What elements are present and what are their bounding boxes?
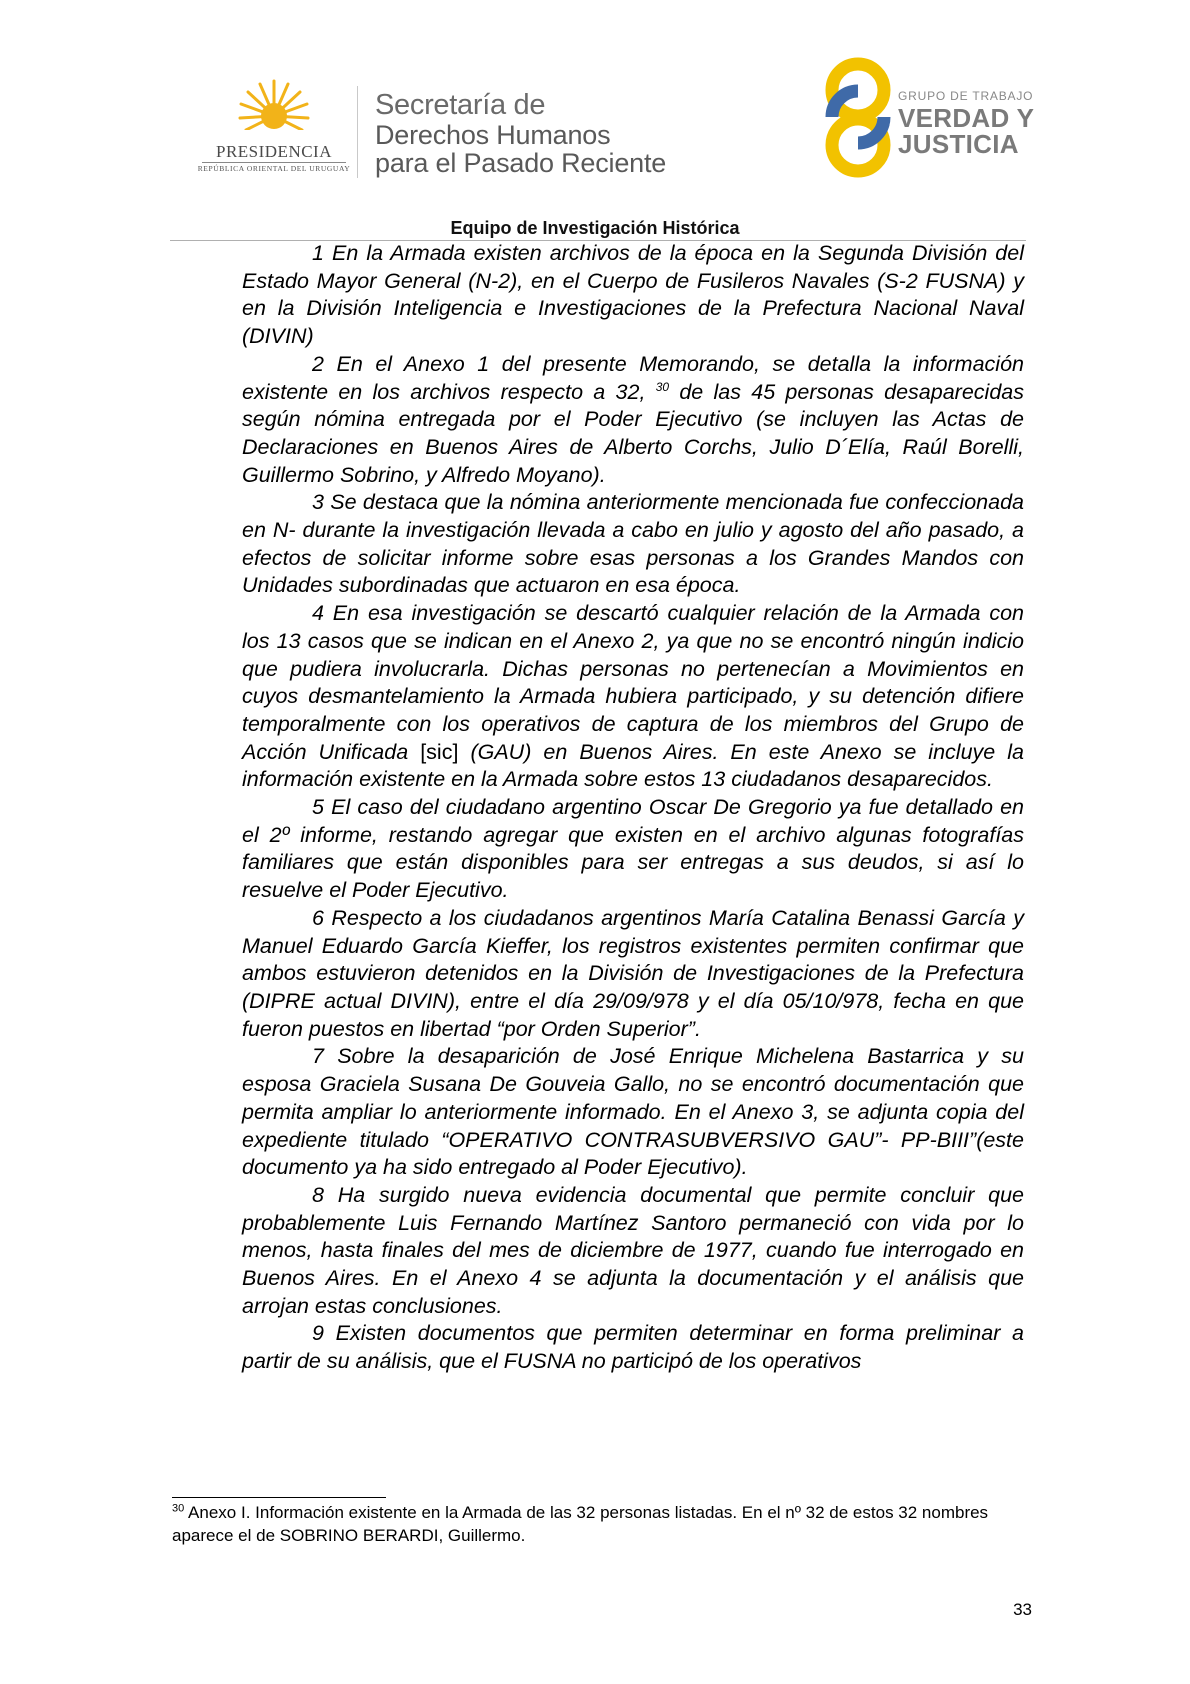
paragraph-2-text-b: de las 45 personas desaparecidas según nómina entregada por el Poder Ejecutivo (se incluyen las Actas de Declaraciones en Buenos Aires de Alberto Corchs, Julio D´Elía, Raúl Borelli, Guillermo Sobrino, y Alfredo Moyano).	[242, 379, 1024, 487]
sun-icon	[238, 78, 310, 138]
presidencia-logo	[196, 78, 352, 178]
footnote-ref[interactable]: 30	[655, 379, 670, 394]
page-number: 33	[1013, 1600, 1032, 1619]
verdad-label: VERDAD Y	[898, 103, 1035, 133]
paragraph-1: 1 En la Armada existen archivos de la época en la Segunda División del Estado Mayor General (N-2), en el Cuerpo de Fusileros Navales (S-2 FUSNA) y en la División Inteligencia e Investigaciones de la Prefectura Nacional Naval (DIVIN)	[242, 241, 1024, 349]
paragraph-4	[242, 600, 1024, 794]
paragraph-6: 6 Respecto a los ciudadanos argentinos María Catalina Benassi García y Manuel Eduardo García Kieffer, los registros existentes permiten confirmar que ambos estuvieron detenidos en la División de Investigaciones de la Prefectura (DIPRE actual DIVIN), entre el día 29/09/978 y el día 05/10/978, fecha en que fueron puestos en libertad “por Orden Superior”.	[242, 905, 1024, 1041]
header-divider	[357, 86, 358, 178]
presidencia-title: PRESIDENCIA	[215, 142, 332, 161]
rings-icon	[818, 55, 898, 185]
secretaria-line-3: para el Pasado Reciente	[375, 148, 667, 178]
team-title: Equipo de Investigación Histórica	[450, 218, 740, 238]
footnote-number: 30	[172, 1502, 185, 1515]
footnote-rule	[172, 1497, 386, 1498]
grupo-trabajo-label: GRUPO DE TRABAJO	[898, 89, 1034, 103]
sic-marker: [sic]	[420, 739, 459, 764]
paragraph-4-text-a: 4 En esa investigación se descartó cualquier relación de la Armada con los 13 casos que se indican en el Anexo 2, ya que no se encontró ningún indicio que pudiera involucrarla. Dichas personas no pertenecían a Movimientos en cuyos desmantelamiento la Armada hubiera participado, y su detención difiere temporalmente con los operativos de captura de los miembros del Grupo de Acción Unificada	[242, 601, 1024, 764]
paragraph-3: 3 Se destaca que la nómina anteriormente mencionada fue confeccionada en N- durante la investigación llevada a cabo en julio y agosto del año pasado, a efectos de solicitar informe sobre esas personas a los Grandes Mandos con Unidades subordinadas que actuaron en esa época.	[242, 490, 1024, 598]
paragraph-2	[242, 351, 1024, 490]
paragraph-2-text-a: 2 En el Anexo 1 del presente Memorando, se detalla la información existente en los archivos respecto a 32,	[242, 351, 1024, 404]
secretaria-logo-text	[375, 90, 666, 177]
paragraph-4-text-b: (GAU) en Buenos Aires. En este Anexo se incluye la información existente en la Armada sobre estos 13 ciudadanos desaparecidos.	[242, 739, 1024, 792]
paragraph-7: 7 Sobre la desaparición de José Enrique Michelena Bastarrica y su esposa Graciela Susana De Gouveia Gallo, no se encontró documentación que permita ampliar lo anteriormente informado. En el Anexo 3, se adjunta copia del expediente titulado “OPERATIVO CONTRASUBVERSIVO GAU”- PP-BIII”(este documento ya ha sido entregado al Poder Ejecutivo).	[242, 1044, 1024, 1180]
secretaria-line-2: Derechos Humanos	[375, 120, 611, 150]
secretaria-line-1: Secretaría de	[375, 89, 546, 121]
presidencia-subtitle: REPÚBLICA ORIENTAL DEL URUGUAY	[197, 164, 351, 173]
paragraph-9: 9 Existen documentos que permiten determinar en forma preliminar a partir de su análisis, que el FUSNA no participó de los operativos	[242, 1321, 1024, 1374]
paragraph-8: 8 Ha surgido nueva evidencia documental que permite concluir que probablemente Luis Fernando Martínez Santoro permaneció con vida por lo menos, hasta finales del mes de diciembre de 1977, cuando fue interrogado en Buenos Aires. En el Anexo 4 se adjunta la documentación y el análisis que arrojan estas conclusiones.	[242, 1182, 1024, 1318]
justicia-label: JUSTICIA	[898, 129, 1019, 159]
page-header	[0, 0, 1190, 238]
verdad-justicia-logo	[818, 55, 1038, 185]
footnote-text: Anexo I. Información existente en la Armada de las 32 personas listadas. En el nº 32 de estos 32 nombres aparece el de SOBRINO BERARDI, Guillermo.	[172, 1503, 989, 1545]
presidencia-rule	[202, 162, 346, 163]
paragraph-5: 5 El caso del ciudadano argentino Oscar De Gregorio ya fue detallado en el 2º informe, restando agregar que existen en el archivo algunas fotografías familiares que están disponibles para ser entregas a sus deudos, si así lo resuelve el Poder Ejecutivo.	[242, 795, 1024, 903]
body-text	[242, 240, 1024, 1376]
footnote	[172, 1501, 1028, 1547]
